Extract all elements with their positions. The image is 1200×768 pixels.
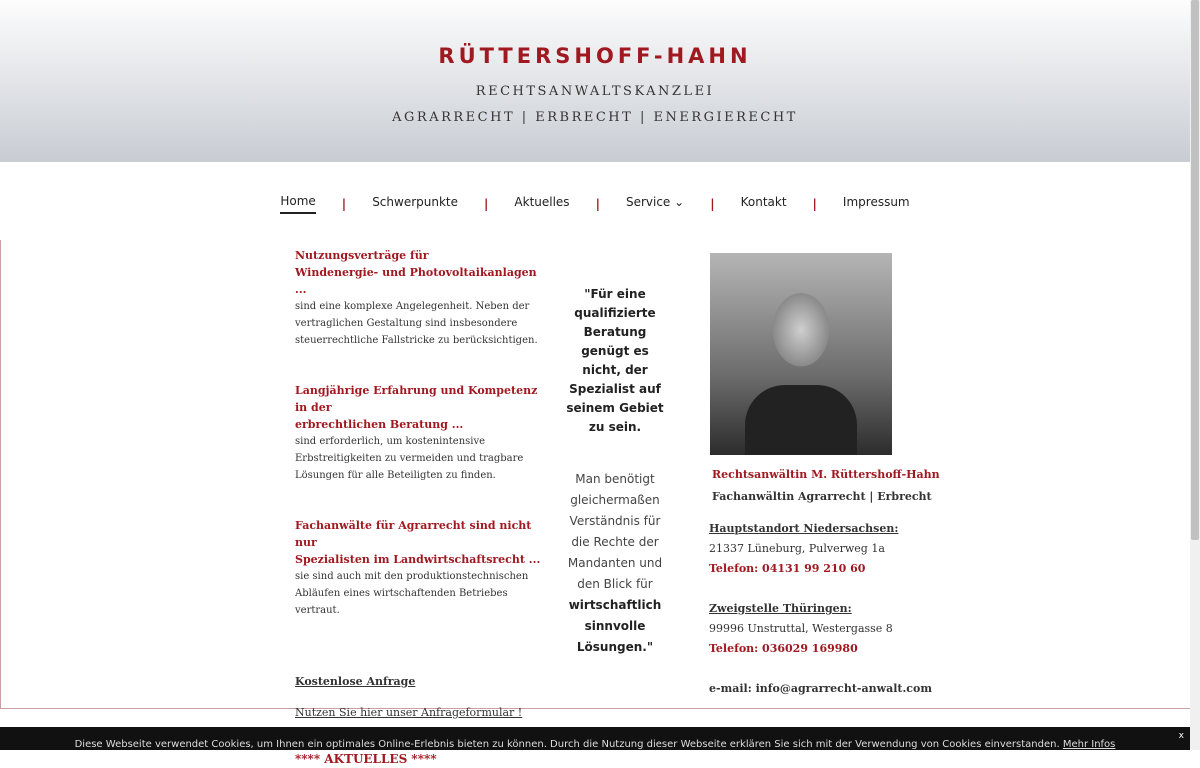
main-office-label: Hauptstandort Niedersachsen: xyxy=(709,522,899,535)
nav-service-label: Service xyxy=(625,195,671,209)
portrait-photo xyxy=(710,253,892,455)
block-title: Nutzungsverträge für xyxy=(295,249,429,262)
anfrage-title: Kostenlose Anfrage xyxy=(295,675,416,688)
scrollbar[interactable] xyxy=(1190,0,1200,750)
block-text: sind eine komplexe Angelegenheit. Neben der vertraglichen Gestaltung sind insbesondere steuerrechtliche Fallstricke zu berücksichtigen. xyxy=(295,301,538,346)
scrollbar-thumb[interactable] xyxy=(1191,0,1199,540)
branch-office-label: Zweigstelle Thüringen: xyxy=(709,602,852,615)
brand-logo[interactable]: RÜTTERSHOFF-HAHN xyxy=(438,44,752,68)
nav-impressum[interactable]: Impressum xyxy=(842,195,910,209)
site-header xyxy=(0,0,1190,162)
email-link[interactable]: e-mail: info@agrarrecht-anwalt.com xyxy=(709,682,932,695)
subtitle: RECHTSANWALTSKANZLEI xyxy=(475,84,715,99)
nav-service[interactable] xyxy=(626,195,684,213)
block-text: sie sind auch mit den produktionstechnischen Abläufen eines wirtschaftenden Betriebes vertraut. xyxy=(295,571,529,616)
quote xyxy=(560,285,670,658)
contact-column xyxy=(709,253,969,699)
main-office-address: 21337 Lüneburg, Pulverweg 1a xyxy=(709,542,885,555)
block-title: erbrechtlichen Beratung ... xyxy=(295,418,464,431)
nav-separator: | xyxy=(341,197,347,211)
left-column xyxy=(295,247,545,768)
nav-separator: | xyxy=(710,197,715,211)
block-title: Windenergie- und Photovoltaikanlagen ... xyxy=(295,266,537,296)
quote-text: Man benötigt gleichermaßen Verständnis für die Rechte der Mandanten und den Blick für xyxy=(567,472,663,591)
close-icon[interactable]: x xyxy=(1178,731,1184,741)
nav-aktuelles[interactable]: Aktuelles xyxy=(514,195,570,209)
info-block xyxy=(295,247,545,349)
info-block xyxy=(295,517,545,619)
nav-separator: | xyxy=(484,197,489,211)
block-title: Fachanwälte für Agrarrecht sind nicht nur xyxy=(295,519,532,549)
nav-separator: | xyxy=(812,197,817,211)
block-text: sind erforderlich, um kostenintensive Erbstreitigkeiten zu vermeiden und tragbare Lösungen für alle Beteiligten zu finden. xyxy=(295,436,524,481)
branch-office-address: 99996 Unstruttal, Westergasse 8 xyxy=(709,622,893,635)
nav-kontakt[interactable]: Kontakt xyxy=(740,195,787,209)
cookie-banner xyxy=(0,727,1190,750)
branch-office-phone[interactable]: Telefon: 036029 169980 xyxy=(709,642,858,655)
main-nav xyxy=(0,194,1190,214)
quote-text-bold: wirtschaftlich sinnvolle Lösungen." xyxy=(568,598,662,654)
cookie-more-info-link[interactable]: Mehr Infos xyxy=(1062,739,1116,750)
main-office-phone[interactable]: Telefon: 04131 99 210 60 xyxy=(709,562,866,575)
block-title: Spezialisten im Landwirtschaftsrecht ... xyxy=(295,553,541,566)
anfrage-link[interactable]: Nutzen Sie hier unser Anfrageformular ! xyxy=(295,706,523,719)
block-title: Langjährige Erfahrung und Kompetenz in der xyxy=(295,384,538,414)
quote-bold: "Für eine qualifizierte Beratung genügt es nicht, der Spezialist auf seinem Gebiet zu sein. xyxy=(566,287,664,434)
nav-separator: | xyxy=(595,197,600,211)
info-block xyxy=(295,382,545,484)
nav-schwerpunkte[interactable]: Schwerpunkte xyxy=(372,195,459,209)
aktuelles-heading: **** AKTUELLES **** xyxy=(295,752,437,766)
lawyer-title: Fachanwältin Agrarrecht | Erbrecht xyxy=(712,490,932,503)
practice-areas: AGRARRECHT | ERBRECHT | ENERGIERECHT xyxy=(392,110,798,125)
lawyer-name: Rechtsanwältin M. Rüttershoff-Hahn xyxy=(712,468,940,481)
nav-home[interactable]: Home xyxy=(280,194,315,214)
cookie-text: Diese Webseite verwendet Cookies, um Ihnen ein optimales Online-Erlebnis bieten zu können. Durch die Nutzung dieser Webseite erklären Sie sich mit der Verwendung von Cookies einverstanden. xyxy=(74,739,1063,750)
chevron-down-icon: ⌄ xyxy=(674,195,685,209)
